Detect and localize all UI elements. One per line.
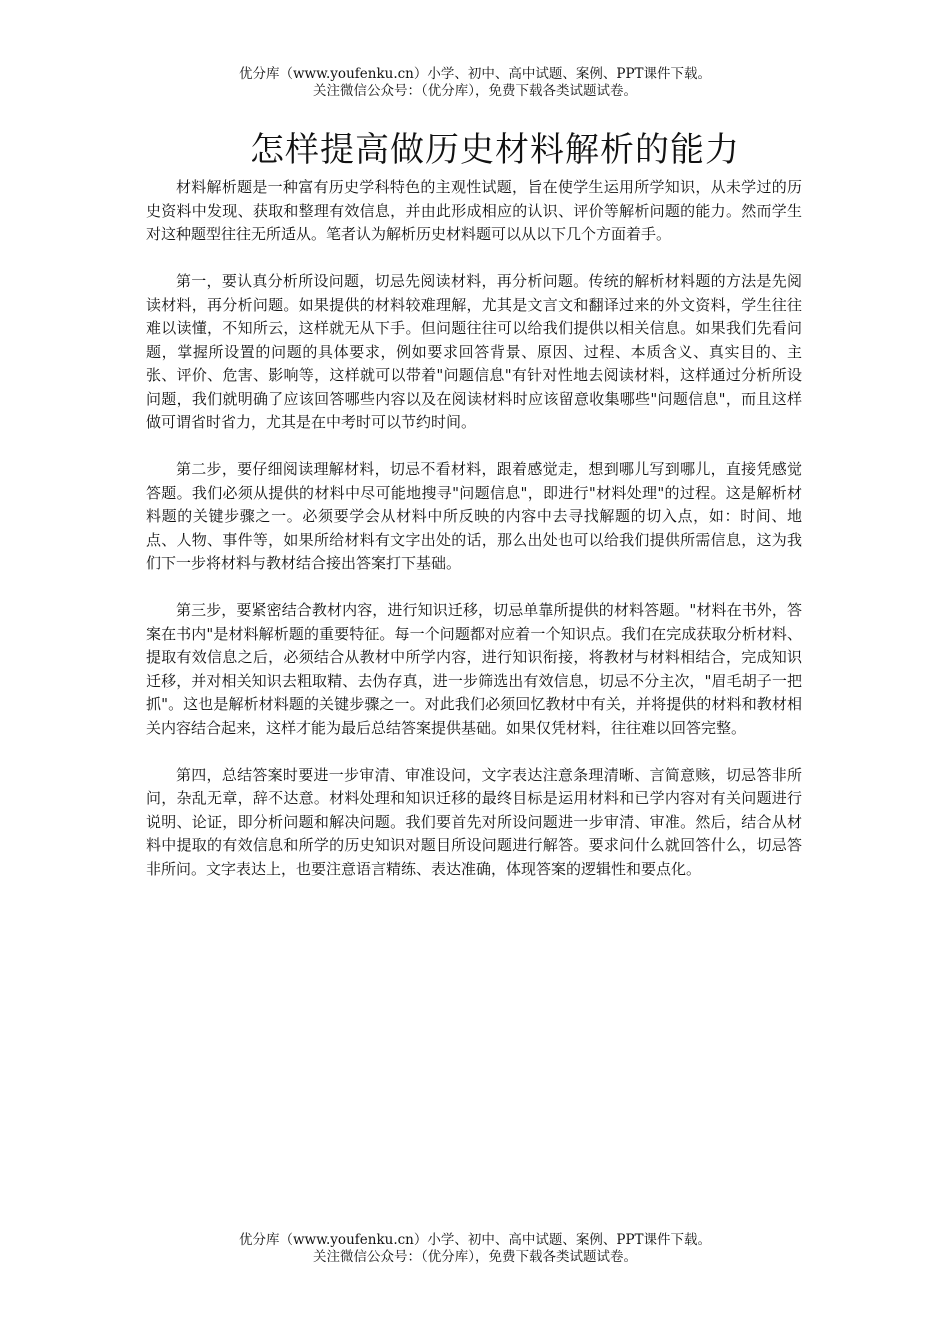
- paragraph-3: 第三步，要紧密结合教材内容，进行知识迁移，切忌单靠所提供的材料答题。"材料在书外，答案在书内"是材料解析题的重要特征。每一个问题都对应着一个知识点。我们在完成获取分析材料、提取有效信息之后，必须结合从教材中所学内容，进行知识衔接，将教材与材料相结合，完成知识迁移，并对相关知识去粗取精、去伪存真，进一步筛选出有效信息，切忌不分主次，"眉毛胡子一把抓"。这也是解析材料题的关键步骤之一。对此我们必须回忆教材中有关，并将提供的材料和教材相关内容结合起来，这样才能为最后总结答案提供基础。如果仅凭材料，往往难以回答完整。: [146, 601, 802, 737]
- header-line-1: 优分库（www.youfenku.cn）小学、初中、高中试题、案例、PPT课件下载。: [238, 66, 712, 82]
- paragraph-2: 第二步，要仔细阅读理解材料，切忌不看材料，跟着感觉走，想到哪儿写到哪儿，直接凭感觉答题。我们必须从提供的材料中尽可能地搜寻"问题信息"，即进行"材料处理"的过程。这是解析材料题的关键步骤之一。必须要学会从材料中所反映的内容中去寻找解题的切入点，如：时间、地点、人物、事件等，如果所给材料有文字出处的话，那么出处也可以给我们提供所需信息，这为我们下一步将材料与教材结合接出答案打下基础。: [146, 460, 802, 572]
- header-line-2: 关注微信公众号：（优分库），免费下载各类试题试卷。: [313, 83, 637, 99]
- paragraph-intro: 材料解析题是一种富有历史学科特色的主观性试题，旨在使学生运用所学知识，从未学过的历史资料中发现、获取和整理有效信息，并由此形成相应的认识、评价等解析问题的能力。然而学生对这种题型往往无所适从。笔者认为解析历史材料题可以从以下几个方面着手。: [146, 178, 802, 243]
- page-footer: [0, 1232, 950, 1266]
- footer-line-1: 优分库（www.youfenku.cn）小学、初中、高中试题、案例、PPT课件下载。: [238, 1232, 712, 1248]
- page-header: [0, 66, 950, 100]
- footer-line-2: 关注微信公众号：（优分库），免费下载各类试题试卷。: [313, 1249, 637, 1265]
- document-body: [146, 176, 802, 905]
- paragraph-4: 第四，总结答案时要进一步审清、审准设问，文字表达注意条理清晰、言简意赅，切忌答非所问，杂乱无章，辞不达意。材料处理和知识迁移的最终目标是运用材料和已学内容对有关问题进行说明、论证，即分析问题和解决问题。我们要首先对所设问题进一步审清、审准。然后，结合从材料中提取的有效信息和所学的历史知识对题目所设问题进行解答。要求问什么就回答什么，切忌答非所问。文字表达上，也要注意语言精练、表达准确，体现答案的逻辑性和要点化。: [146, 765, 802, 878]
- document-title: 怎样提高做历史材料解析的能力: [250, 130, 740, 170]
- paragraph-1: 第一，要认真分析所设问题，切忌先阅读材料，再分析问题。传统的解析材料题的方法是先阅读材料，再分析问题。如果提供的材料较难理解，尤其是文言文和翻译过来的外文资料，学生往往难以读懂，不知所云，这样就无从下手。但问题往往可以给我们提供以相关信息。如果我们先看问题，掌握所设置的问题的具体要求，例如要求回答背景、原因、过程、本质含义、真实目的、主张、评价、危害、影响等，这样就可以带着"问题信息"有针对性地去阅读材料，这样通过分析所设问题，我们就明确了应该回答哪些内容以及在阅读材料时应该留意收集哪些"问题信息"，而且这样做可谓省时省力，尤其是在中考时可以节约时间。: [146, 272, 802, 431]
